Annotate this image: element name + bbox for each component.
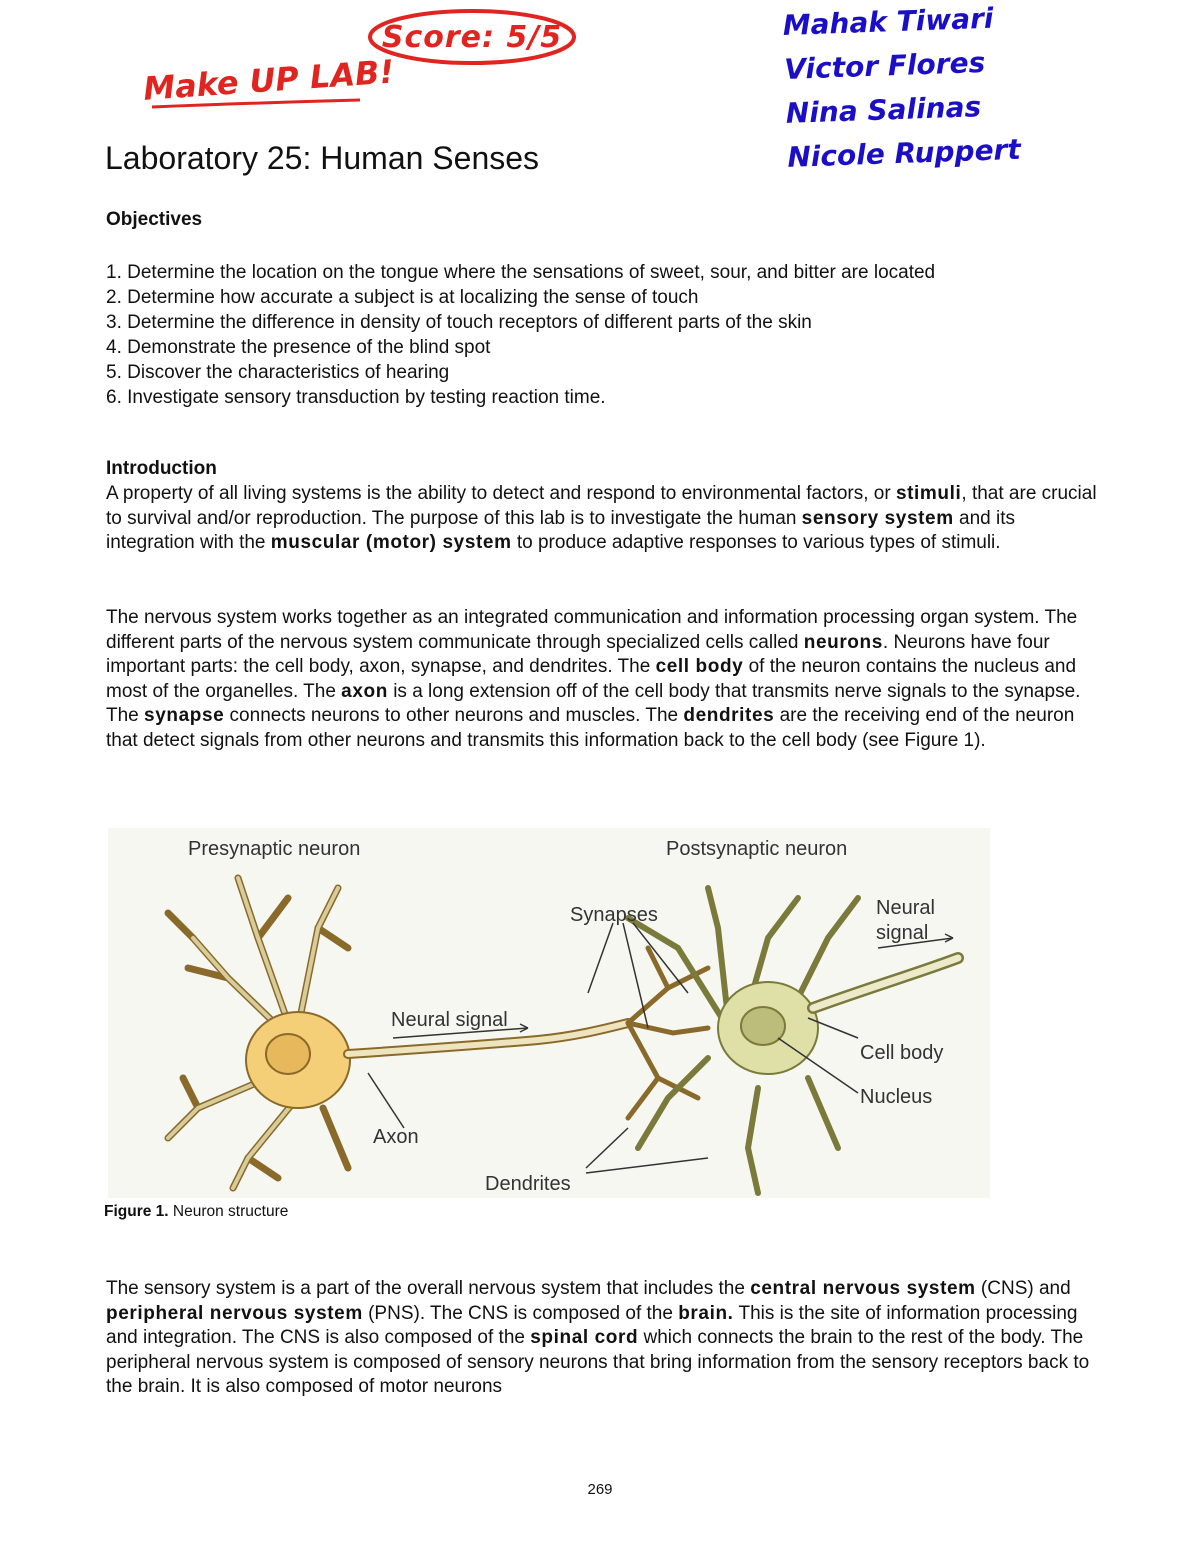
term-neurons: neurons	[803, 631, 883, 653]
objective-item: 3. Determine the difference in density of touch receptors of different parts of the skin	[106, 312, 812, 333]
objective-item: 5. Discover the characteristics of hearing	[106, 362, 450, 383]
objective-item: 2. Determine how accurate a subject is at localizing the sense of touch	[106, 287, 699, 308]
label-synapses: Synapses	[570, 904, 658, 926]
presynaptic-nucleus	[266, 1034, 310, 1074]
intro-paragraph-3: The sensory system is a part of the overall nervous system that includes the central nervous system (CNS) and peripheral nervous system (PNS). The CNS is composed of the brain. This is the site of information processing and integration. The CNS is also composed of the spinal cord which connects the brain to the rest of the body. The peripheral nervous system is composed of sensory neurons that bring information from the sensory receptors back to the brain. It is also composed of motor neurons	[106, 1278, 1090, 1398]
term-dendrites: dendrites	[683, 705, 775, 727]
objective-item: 4. Demonstrate the presence of the blind spot	[106, 337, 491, 358]
introduction-heading: Introduction	[106, 458, 217, 479]
term-brain: brain.	[678, 1302, 734, 1324]
label-presynaptic: Presynaptic neuron	[188, 838, 361, 860]
term-cns: central nervous system	[750, 1278, 976, 1299]
intro-paragraph-2: The nervous system works together as an integrated communication and information processing organ system. The different parts of the nervous system communicate through specialized cells called neurons. Neurons have four important parts: the cell body, axon, synapse, and dendrites. The cell body of the neuron contains the nucleus and most of the organelles. The axon is a long extension off of the cell body that transmits nerve signals to the synapse. The synapse connects neurons to other neurons and muscles. The dendrites are the receiving end of the neuron that detect signals from other neurons and transmits this information back to the cell body (see Figure 1).	[106, 607, 1081, 751]
term-sensory-system: sensory system	[801, 507, 954, 529]
label-dendrites: Dendrites	[485, 1173, 571, 1195]
term-cell-body: cell body	[655, 656, 744, 678]
label-cell-body: Cell body	[860, 1042, 944, 1064]
page-title: Laboratory 25: Human Senses	[105, 140, 540, 176]
term-pns: peripheral nervous system	[106, 1302, 363, 1324]
score-annotation	[366, 6, 578, 68]
intro-paragraph-1: A property of all living systems is the ability to detect and respond to environmental factors, or stimuli, that are crucial to survival and/or reproduction. The purpose of this lab is to investigate the human sensory system and its integration with the muscular (motor) system to produce adaptive responses to various types of stimuli.	[106, 483, 1097, 554]
objectives-list	[106, 260, 935, 410]
label-neural-signal-top: Neural	[876, 897, 935, 919]
student-name: Victor Flores	[783, 45, 986, 86]
student-name: Nicole Ruppert	[786, 132, 1022, 174]
page-number: 269	[587, 1481, 613, 1498]
postsynaptic-nucleus	[741, 1007, 785, 1045]
term-muscular-system: muscular (motor) system	[270, 532, 512, 554]
label-neural-signal-top: signal	[876, 922, 929, 944]
term-stimuli: stimuli	[895, 483, 962, 504]
objectives-heading: Objectives	[106, 209, 203, 230]
term-spinal-cord: spinal cord	[530, 1327, 639, 1349]
student-name: Mahak Tiwari	[782, 1, 995, 42]
score-text: Score: 5/5	[381, 19, 563, 55]
objective-item: 1. Determine the location on the tongue where the sensations of sweet, sour, and bitter are located	[106, 262, 936, 283]
neuron-figure	[108, 828, 990, 1198]
label-postsynaptic: Postsynaptic neuron	[666, 838, 848, 860]
makeup-underline	[150, 97, 362, 111]
term-synapse: synapse	[144, 705, 225, 727]
label-neural-signal: Neural signal	[391, 1009, 508, 1031]
objective-item: 6. Investigate sensory transduction by testing reaction time.	[106, 387, 606, 408]
label-nucleus: Nucleus	[860, 1086, 933, 1108]
makeup-annotation: Make UP LAB!	[142, 52, 396, 108]
student-names	[782, 0, 1021, 180]
term-axon: axon	[341, 680, 388, 702]
student-name: Nina Salinas	[785, 90, 982, 130]
label-axon: Axon	[373, 1126, 419, 1148]
figure-caption: Figure 1. Neuron structure	[104, 1203, 289, 1220]
